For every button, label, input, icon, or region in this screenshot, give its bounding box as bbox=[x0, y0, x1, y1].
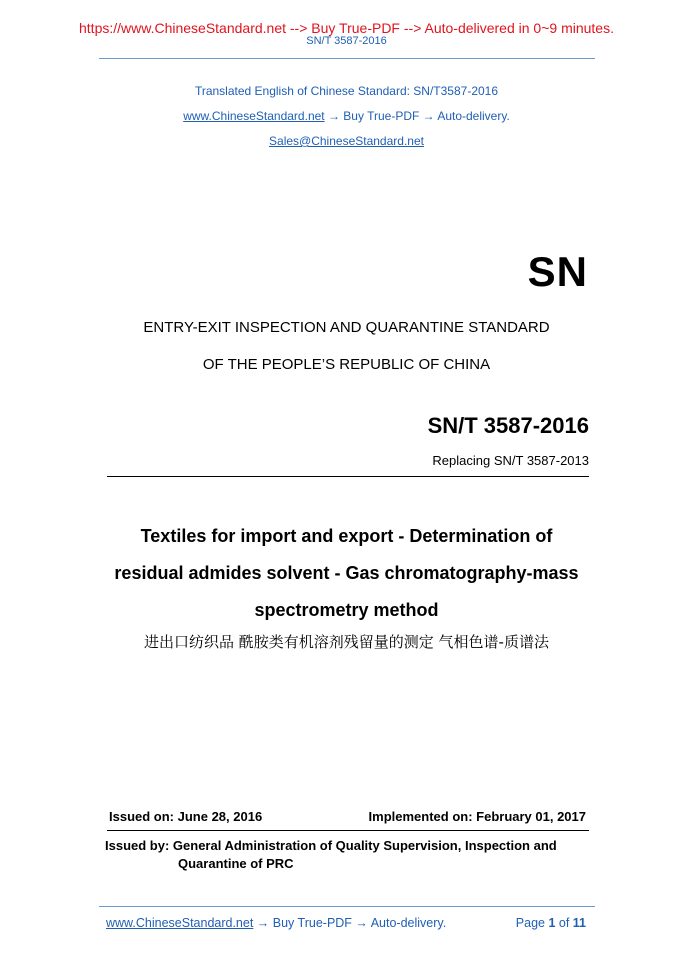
page-current: 1 bbox=[548, 916, 556, 930]
title-line: Textiles for import and export - Determination of bbox=[140, 526, 553, 546]
footer-divider bbox=[99, 906, 595, 907]
standard-number: SN/T 3587-2016 bbox=[427, 413, 589, 438]
chinese-title: 进出口纺织品 酰胺类有机溶剂残留量的测定 气相色谱-质谱法 bbox=[144, 633, 549, 651]
organization-line-2: OF THE PEOPLE’S REPUBLIC OF CHINA bbox=[202, 356, 491, 373]
page-indicator bbox=[516, 916, 586, 930]
delivery-line bbox=[0, 109, 693, 123]
issued-by bbox=[105, 837, 595, 873]
translation-note: Translated English of Chinese Standard: SN/T3587-2016 bbox=[194, 84, 499, 98]
site-link[interactable]: www.ChineseStandard.net bbox=[183, 109, 325, 123]
page-total: 11 bbox=[572, 916, 586, 930]
issued-date: Issued on: June 28, 2016 bbox=[109, 809, 263, 824]
issued-by-line: Issued by: General Administration of Quality Supervision, Inspection and bbox=[105, 838, 557, 853]
standard-prefix: SN bbox=[527, 248, 588, 295]
delivery-text: → Buy True-PDF → Auto-delivery. bbox=[324, 109, 510, 123]
header-divider bbox=[99, 58, 595, 59]
page-label: Page bbox=[515, 916, 549, 930]
page-of: of bbox=[555, 916, 573, 930]
issued-by-line: Quarantine of PRC bbox=[178, 856, 294, 871]
footer-delivery-line bbox=[106, 916, 446, 930]
title-rule bbox=[107, 476, 589, 477]
promo-banner[interactable]: https://www.ChineseStandard.net --> Buy True-PDF --> Auto-delivered in 0~9 minutes. bbox=[79, 20, 614, 36]
title-line: residual admides solvent - Gas chromatography-mass bbox=[114, 563, 579, 583]
implemented-date: Implemented on: February 01, 2017 bbox=[368, 809, 586, 824]
header-standard-code: SN/T 3587-2016 bbox=[306, 35, 387, 47]
footer-site-link[interactable]: www.ChineseStandard.net bbox=[106, 916, 254, 930]
sales-email-link[interactable]: Sales@ChineseStandard.net bbox=[269, 134, 424, 148]
dates-rule bbox=[107, 830, 589, 831]
organization-line-1: ENTRY-EXIT INSPECTION AND QUARANTINE STANDARD bbox=[143, 319, 550, 336]
title-line: spectrometry method bbox=[254, 600, 439, 620]
sales-email-line bbox=[0, 134, 693, 148]
replacing-note: Replacing SN/T 3587-2013 bbox=[432, 453, 589, 468]
document-title bbox=[0, 518, 693, 629]
footer-delivery-text: → Buy True-PDF → Auto-delivery. bbox=[253, 916, 447, 930]
